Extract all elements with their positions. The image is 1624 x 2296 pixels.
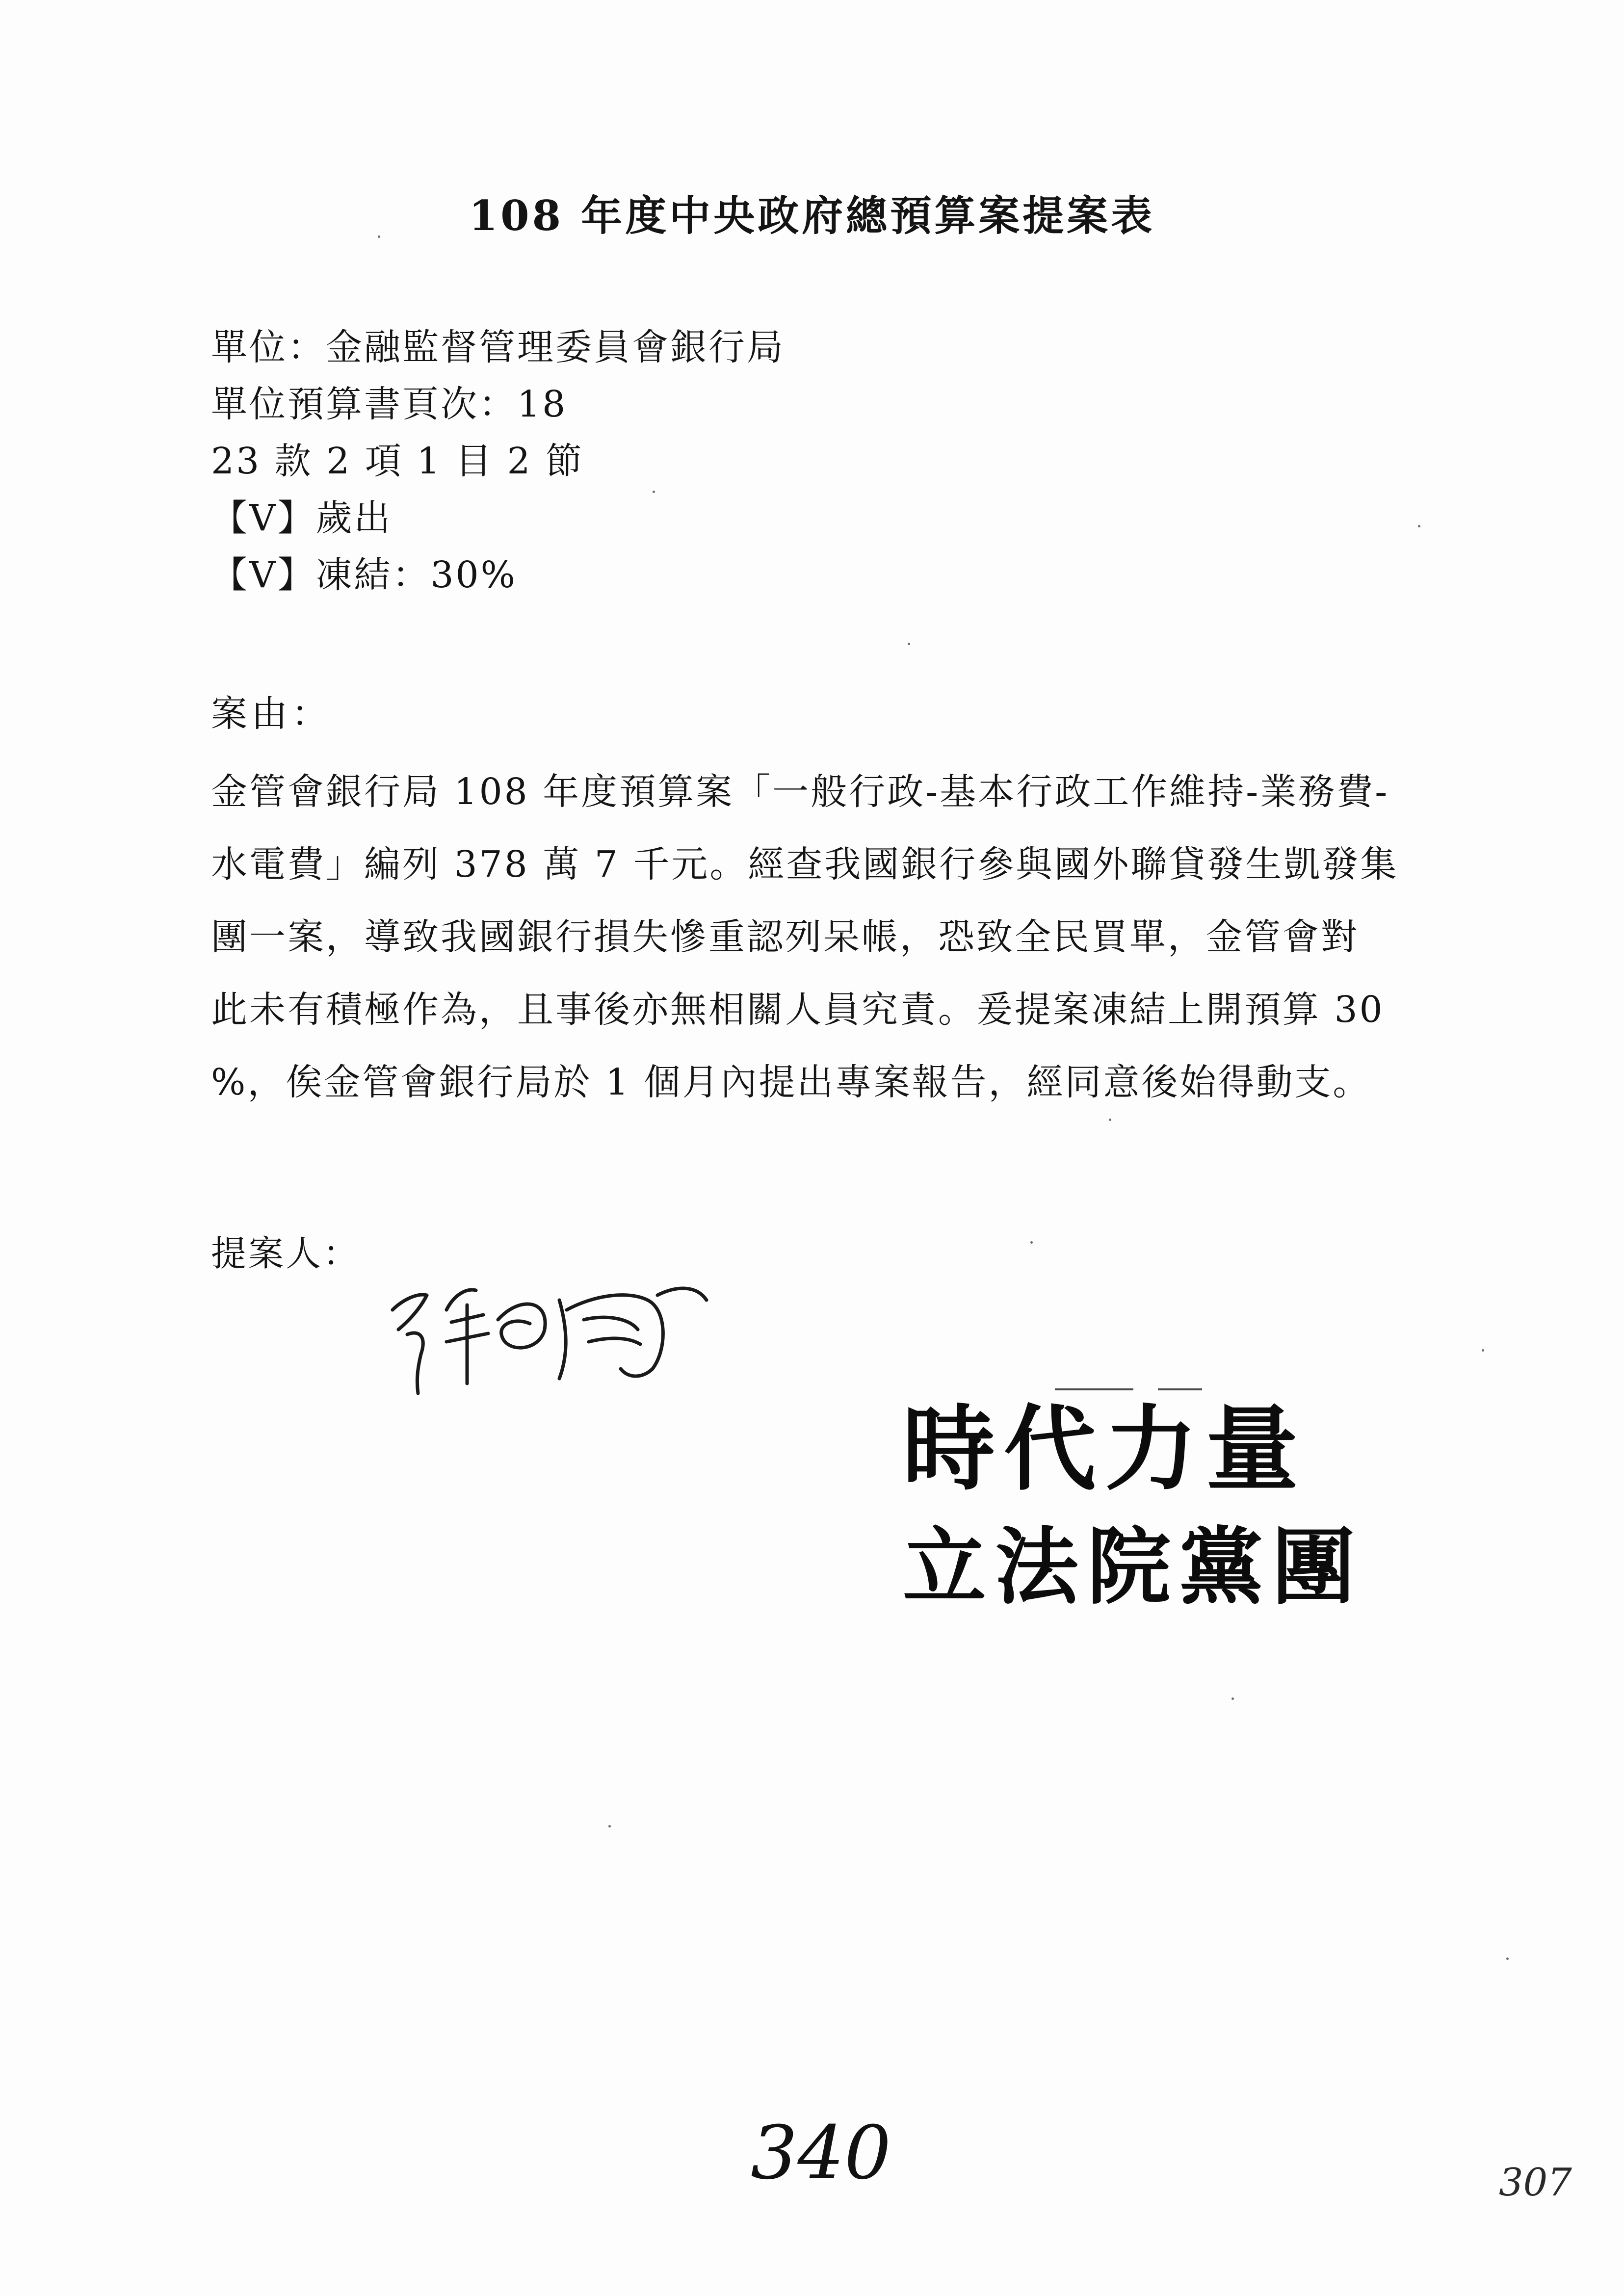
scan-speck (1231, 1697, 1234, 1700)
stamp-mark (1055, 1388, 1133, 1390)
section-line: 23 款 2 項 1 目 2 節 (211, 440, 584, 482)
stamp-line-caucus: 立法院黨團 (903, 1519, 1364, 1616)
budget-page-line: 單位預算書頁次：18 (211, 383, 568, 425)
handwritten-page-number (746, 2105, 893, 2203)
document-meta (211, 319, 785, 603)
reason-body (211, 756, 1467, 1119)
scan-speck (1030, 1241, 1033, 1244)
proposer-label: 提案人： (211, 1233, 361, 1274)
stamp-line-party: 時代力量 (903, 1396, 1307, 1503)
signature-image (373, 1236, 726, 1403)
scan-speck (378, 235, 380, 238)
scan-speck (1482, 1349, 1484, 1352)
reason-line: %，俟金管會銀行局於 1 個月內提出專案報告，經同意後始得動支。 (211, 1061, 1371, 1103)
expenditure-checkbox-line: 【V】歲出 (211, 497, 393, 539)
scan-speck (653, 491, 655, 493)
document-title: 108 年度中央政府總預算案提案表 (469, 191, 1155, 240)
handwritten-corner-number (1496, 2154, 1585, 2208)
reason-line: 團一案，導致我國銀行損失慘重認列呆帳，恐致全民買單，金管會對 (211, 916, 1359, 958)
reason-line: 水電費」編列 378 萬 7 千元。經查我國銀行參與國外聯貸發生凱發集 (211, 843, 1399, 886)
corner-number-text: 307 (1499, 2161, 1572, 2205)
scan-speck (608, 1825, 611, 1827)
unit-line: 單位：金融監督管理委員會銀行局 (211, 326, 785, 368)
scan-speck (1418, 525, 1420, 527)
scan-speck (908, 643, 910, 645)
stamp-mark (1158, 1388, 1202, 1390)
caucus-stamp (903, 1379, 1364, 1634)
freeze-checkbox-line: 【V】凍結：30% (211, 554, 517, 596)
scan-speck (1109, 1119, 1111, 1121)
page-number-text: 340 (751, 2111, 891, 2196)
scan-speck (1506, 1957, 1509, 1960)
reason-label: 案由： (211, 693, 332, 735)
reason-line: 金管會銀行局 108 年度預算案「一般行政-基本行政工作維持-業務費- (211, 771, 1389, 813)
reason-line: 此未有積極作為，且事後亦無相關人員究責。爰提案凍結上開預算 30 (211, 989, 1385, 1031)
